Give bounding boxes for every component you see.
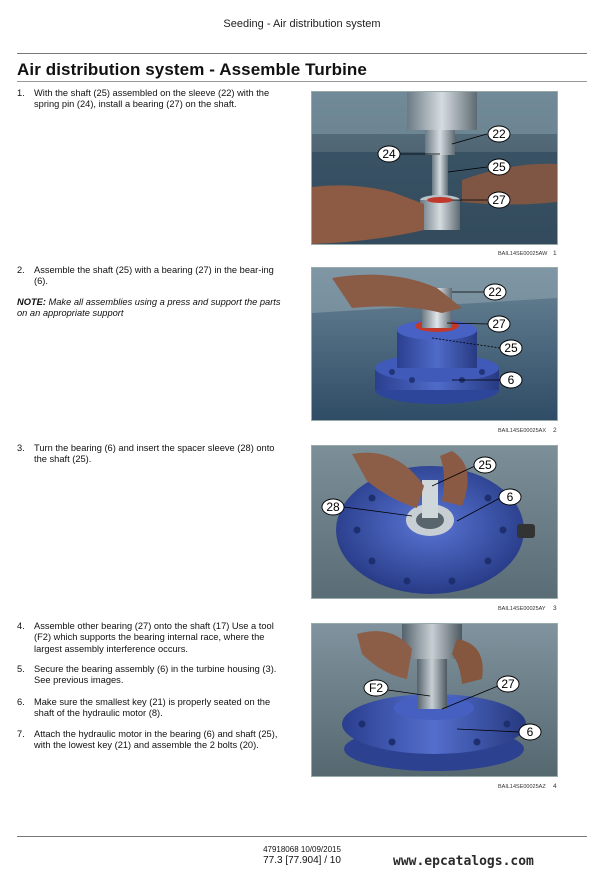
callout-label: 22 — [488, 285, 502, 299]
note-text: Make all assemblies using a press and support the parts on an appropriate support — [17, 297, 281, 319]
figure-1-illustration — [312, 92, 557, 244]
step-text: Secure the bearing assembly (6) in the turbine housing (3). See previous images. — [34, 664, 277, 686]
section-rule — [17, 81, 587, 82]
step-5 — [17, 664, 289, 687]
figure-4-photo — [311, 623, 558, 777]
step-text: Assemble other bearing (27) onto the shaft (17) Use a tool (F2) which supports the bearing internal race, where the largest assembly interference occurs. — [34, 621, 274, 654]
footer-page-number: 77.3 [77.904] / 10 — [263, 855, 341, 866]
step-7 — [17, 729, 289, 752]
figure-2-caption: BAIL14SE00025AX — [498, 428, 547, 434]
callout-label: 6 — [507, 373, 515, 387]
callout-label: 27 — [492, 317, 506, 331]
figure-3-illustration — [312, 446, 557, 598]
step-3 — [17, 443, 289, 466]
figure-4-illustration — [312, 624, 557, 776]
figure-1-caption: BAIL14SE00025AW — [498, 251, 548, 257]
section-title: Air distribution system - Assemble Turbine — [17, 60, 367, 79]
figure-2-illustration — [312, 268, 557, 420]
note-label: NOTE: — [17, 297, 46, 307]
callout-label: 22 — [492, 127, 506, 141]
callout-label: 25 — [504, 341, 518, 355]
step-text: Make sure the smallest key (21) is properly seated on the shaft of the hydraulic motor (8). — [34, 697, 271, 719]
step-2 — [17, 265, 289, 288]
callout-label: 25 — [492, 160, 506, 174]
step-text: With the shaft (25) assembled on the sleeve (22) with the spring pin (24), install a bearing (27) on the shaft. — [34, 88, 270, 110]
footer-rule — [17, 836, 587, 837]
figure-4-caption: BAIL14SE00025AZ — [498, 784, 546, 790]
step-text: Assemble the shaft (25) with a bearing (27) in the bear-ing (6). — [34, 265, 274, 287]
callout-label: 6 — [506, 490, 514, 504]
step-number: 7. — [17, 729, 25, 739]
callout-label: 24 — [382, 147, 396, 161]
callout-label: 27 — [492, 193, 506, 207]
step-4 — [17, 621, 289, 655]
step-number: 3. — [17, 443, 25, 453]
step-number: 4. — [17, 621, 25, 631]
step-text: Turn the bearing (6) and insert the spacer sleeve (28) onto the shaft (25). — [34, 443, 275, 465]
note — [17, 297, 289, 320]
callout-label: 28 — [326, 500, 340, 514]
running-header: Seeding - Air distribution system — [223, 18, 381, 30]
footer-doc-info: 47918068 10/09/2015 — [263, 845, 341, 854]
figure-2-photo — [311, 267, 558, 421]
figure-2-number: 2 — [553, 427, 557, 434]
step-text: Attach the hydraulic motor in the bearing (6) and shaft (25), with the lowest key (21) and assemble the 2 bolts (20). — [34, 729, 278, 751]
figure-3-number: 3 — [553, 605, 557, 612]
header-rule — [17, 53, 587, 54]
figure-1-number: 1 — [553, 250, 557, 257]
callout-label: F2 — [368, 681, 384, 695]
figure-3-caption: BAIL14SE00025AY — [498, 606, 546, 612]
step-number: 2. — [17, 265, 25, 275]
callout-label: 6 — [526, 725, 534, 739]
step-number: 5. — [17, 664, 25, 674]
step-number: 6. — [17, 697, 25, 707]
figure-3-photo — [311, 445, 558, 599]
watermark: www.epcatalogs.com — [393, 854, 534, 869]
figure-4-number: 4 — [553, 783, 557, 790]
callout-label: 25 — [478, 458, 492, 472]
step-1 — [17, 88, 289, 111]
step-number: 1. — [17, 88, 25, 98]
step-6 — [17, 697, 289, 720]
callout-label: 27 — [501, 677, 515, 691]
figure-1-photo — [311, 91, 558, 245]
